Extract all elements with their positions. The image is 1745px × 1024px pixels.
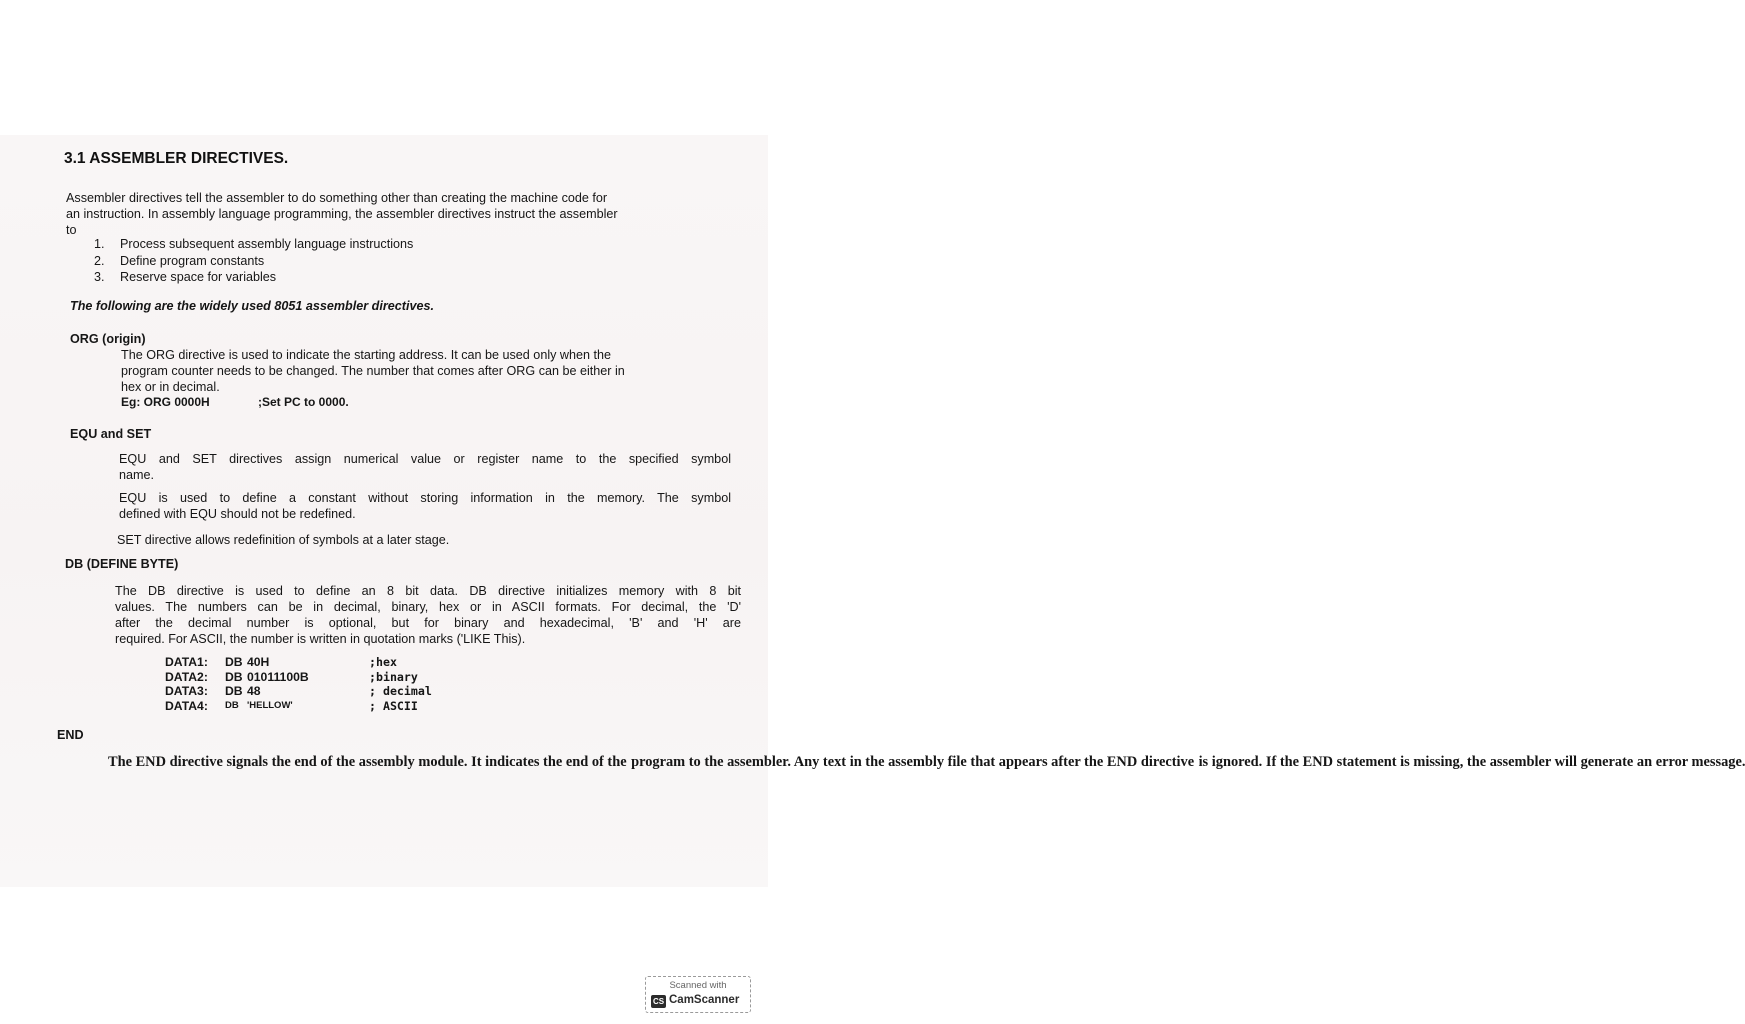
equ-heading: EQU and SET bbox=[70, 427, 152, 441]
db-line: The DB directive is used to define an 8 bit data. DB directive initializes memory with 8 bit bbox=[115, 584, 741, 598]
db-line: required. For ASCII, the number is written in quotation marks ('LIKE This). bbox=[115, 632, 526, 646]
intro-line: to bbox=[66, 223, 77, 237]
intro-line: an instruction. In assembly language programming, the assembler directives instruct the assembler bbox=[66, 207, 618, 221]
following-heading: The following are the widely used 8051 assembler directives. bbox=[70, 299, 434, 313]
intro-paragraph bbox=[66, 190, 618, 238]
end-line: program to the assembler. Any text in the assembly file that appears after the END directive bbox=[631, 754, 1195, 770]
equ-line: defined with EQU should not be redefined. bbox=[119, 507, 356, 521]
org-paragraph bbox=[121, 347, 625, 395]
scanned-with-label: Scanned with bbox=[669, 980, 727, 991]
db-heading: DB (DEFINE BYTE) bbox=[65, 557, 179, 571]
table-row: DATA3: DB 48 ; decimal bbox=[165, 684, 432, 698]
list-item: 1. Process subsequent assembly language instructions bbox=[94, 237, 414, 251]
equ-paragraph-1 bbox=[119, 451, 731, 483]
org-example: Eg: ORG 0000H bbox=[121, 395, 210, 409]
list-item: 2. Define program constants bbox=[94, 253, 265, 268]
equ-line: name. bbox=[119, 468, 155, 482]
camscanner-badge bbox=[645, 976, 751, 1013]
equ-paragraph-2 bbox=[119, 490, 731, 522]
end-paragraph bbox=[108, 753, 1745, 772]
camscanner-brand: CamScanner bbox=[669, 994, 740, 1006]
org-heading: ORG (origin) bbox=[70, 332, 146, 346]
intro-line: Assembler directives tell the assembler to do something other than creating the machine code for bbox=[66, 191, 608, 205]
db-paragraph bbox=[115, 583, 741, 647]
table-row: DATA2: DB 01011100B ;binary bbox=[165, 669, 418, 684]
org-line: program counter needs to be changed. The number that comes after ORG can be either in bbox=[121, 364, 625, 378]
table-row: DATA4: DB 'HELLOW' ; ASCII bbox=[165, 698, 418, 713]
purpose-list bbox=[94, 236, 413, 286]
db-example-table bbox=[165, 655, 432, 713]
end-line: The END directive signals the end of the assembly module. It indicates the end of the bbox=[108, 754, 627, 770]
table-row: DATA1: DB 40H ;hex bbox=[165, 655, 397, 669]
org-line: hex or in decimal. bbox=[121, 380, 220, 394]
org-line: The ORG directive is used to indicate the starting address. It can be used only when the bbox=[121, 348, 612, 362]
end-heading: END bbox=[57, 728, 84, 742]
end-line: is ignored. If the END statement is missing, the assembler will generate an error message. bbox=[1198, 754, 1745, 770]
db-line: values. The numbers can be in decimal, binary, hex or in ASCII formats. For decimal, the 'D' bbox=[115, 600, 741, 614]
org-example-comment: ;Set PC to 0000. bbox=[258, 395, 349, 409]
list-item: 3. Reserve space for variables bbox=[94, 270, 277, 284]
camscanner-logo-icon: CS bbox=[652, 997, 665, 1006]
equ-line: EQU and SET directives assign numerical value or register name to the specified symbol bbox=[119, 452, 731, 466]
db-line: after the decimal number is optional, but for binary and hexadecimal, 'B' and 'H' are bbox=[115, 616, 741, 630]
set-paragraph: SET directive allows redefinition of symbols at a later stage. bbox=[117, 533, 450, 547]
equ-line: EQU is used to define a constant without storing information in the memory. The symbol bbox=[119, 491, 731, 505]
page-title: 3.1 ASSEMBLER DIRECTIVES. bbox=[64, 150, 289, 167]
